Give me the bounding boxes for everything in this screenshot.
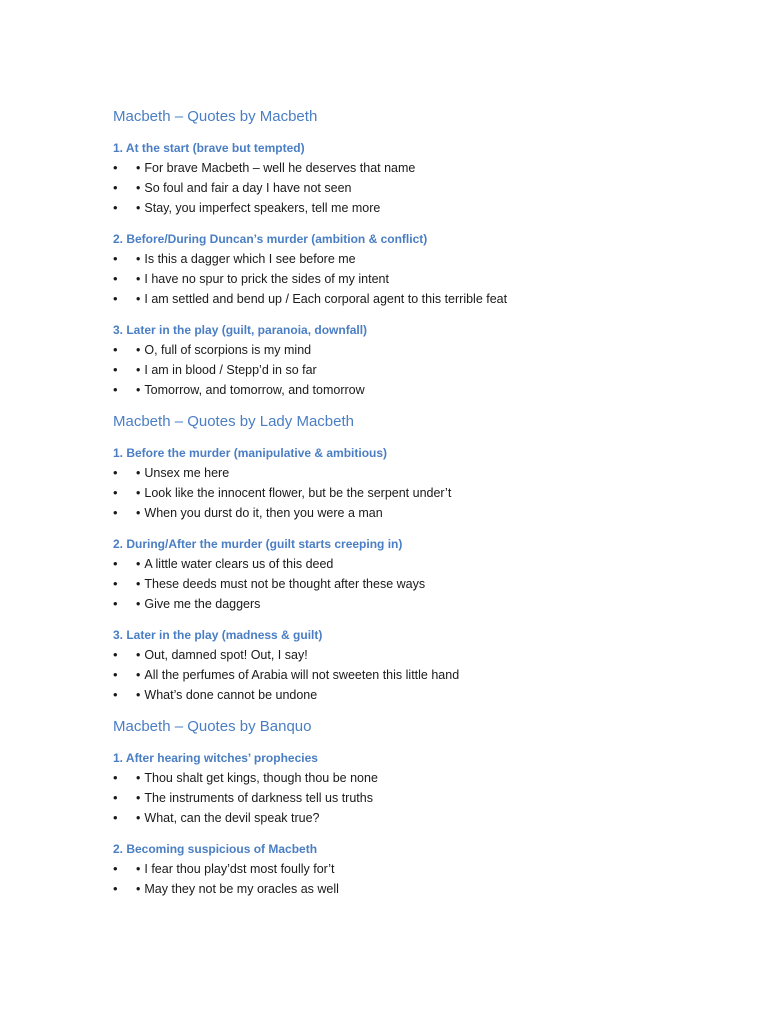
quote-marker: • (136, 811, 141, 825)
quote-item (113, 808, 733, 828)
quote-marker: • (136, 506, 141, 520)
list-bullet-icon: • (113, 667, 118, 682)
list-bullet-icon: • (113, 861, 118, 876)
quote-marker: • (136, 791, 141, 805)
quote-section (113, 410, 733, 705)
quote-item (113, 340, 733, 360)
quote-item (113, 380, 733, 400)
quote-marker: • (136, 668, 141, 682)
document-page (113, 105, 733, 899)
quote-subsection (113, 444, 733, 523)
quote-text: I fear thou play’dst most foully for’t (144, 862, 335, 876)
quote-marker: • (136, 292, 141, 306)
quote-item (113, 665, 733, 685)
quote-item (113, 685, 733, 705)
quote-subsection (113, 321, 733, 400)
quote-text: Tomorrow, and tomorrow, and tomorrow (144, 383, 365, 397)
quote-marker: • (136, 343, 141, 357)
quote-text: Give me the daggers (144, 597, 261, 611)
quote-text: All the perfumes of Arabia will not sweeten this little hand (144, 668, 460, 682)
list-bullet-icon: • (113, 362, 118, 377)
quote-item (113, 158, 733, 178)
quote-item (113, 463, 733, 483)
quote-list (113, 249, 733, 309)
quote-section (113, 715, 733, 899)
list-bullet-icon: • (113, 810, 118, 825)
list-bullet-icon: • (113, 160, 118, 175)
list-bullet-icon: • (113, 596, 118, 611)
quote-text: Unsex me here (144, 466, 230, 480)
quote-marker: • (136, 577, 141, 591)
quote-text: Out, damned spot! Out, I say! (144, 648, 308, 662)
quote-text: What’s done cannot be undone (144, 688, 318, 702)
subsection-heading: 1. Before the murder (manipulative & ambitious) (113, 446, 388, 460)
quote-item (113, 178, 733, 198)
quote-text: O, full of scorpions is my mind (144, 343, 312, 357)
quote-marker: • (136, 252, 141, 266)
quote-marker: • (136, 486, 141, 500)
quote-text: These deeds must not be thought after these ways (144, 577, 426, 591)
list-bullet-icon: • (113, 505, 118, 520)
quote-text: I have no spur to prick the sides of my intent (144, 272, 389, 286)
quote-item (113, 594, 733, 614)
quote-section (113, 105, 733, 400)
quote-item (113, 360, 733, 380)
quote-marker: • (136, 181, 141, 195)
quote-marker: • (136, 597, 141, 611)
quote-text: For brave Macbeth – well he deserves that name (144, 161, 416, 175)
quote-marker: • (136, 201, 141, 215)
list-bullet-icon: • (113, 382, 118, 397)
quote-item (113, 768, 733, 788)
list-bullet-icon: • (113, 200, 118, 215)
quote-item (113, 859, 733, 879)
quote-item (113, 879, 733, 899)
quote-text: Look like the innocent flower, but be the serpent under’t (144, 486, 452, 500)
quote-item (113, 788, 733, 808)
quote-list (113, 859, 733, 899)
quote-text: What, can the devil speak true? (144, 811, 320, 825)
quote-list (113, 768, 733, 828)
quote-text: When you durst do it, then you were a man (144, 506, 383, 520)
subsection-heading: 1. After hearing witches’ prophecies (113, 751, 318, 765)
quote-marker: • (136, 383, 141, 397)
quote-marker: • (136, 688, 141, 702)
list-bullet-icon: • (113, 342, 118, 357)
quote-text: Is this a dagger which I see before me (144, 252, 356, 266)
quote-marker: • (136, 648, 141, 662)
quote-list (113, 645, 733, 705)
quote-text: A little water clears us of this deed (144, 557, 334, 571)
quote-item (113, 503, 733, 523)
list-bullet-icon: • (113, 291, 118, 306)
quote-marker: • (136, 272, 141, 286)
subsection-heading: 2. Before/During Duncan’s murder (ambition & conflict) (113, 232, 428, 246)
quote-subsection (113, 840, 733, 899)
list-bullet-icon: • (113, 271, 118, 286)
quote-text: I am settled and bend up / Each corporal agent to this terrible feat (144, 292, 508, 306)
quote-marker: • (136, 771, 141, 785)
list-bullet-icon: • (113, 790, 118, 805)
list-bullet-icon: • (113, 556, 118, 571)
quote-item (113, 249, 733, 269)
subsection-heading: 2. Becoming suspicious of Macbeth (113, 842, 318, 856)
quote-subsection (113, 626, 733, 705)
quote-list (113, 463, 733, 523)
list-bullet-icon: • (113, 180, 118, 195)
quote-text: May they not be my oracles as well (144, 882, 339, 896)
quote-marker: • (136, 557, 141, 571)
quote-list (113, 158, 733, 218)
quote-item (113, 483, 733, 503)
quote-marker: • (136, 862, 141, 876)
quote-list (113, 554, 733, 614)
quote-item (113, 574, 733, 594)
list-bullet-icon: • (113, 465, 118, 480)
quote-item (113, 645, 733, 665)
list-bullet-icon: • (113, 576, 118, 591)
quote-marker: • (136, 363, 141, 377)
quote-item (113, 554, 733, 574)
quote-text: So foul and fair a day I have not seen (144, 181, 352, 195)
section-title: Macbeth – Quotes by Banquo (113, 718, 312, 735)
list-bullet-icon: • (113, 687, 118, 702)
quote-text: Thou shalt get kings, though thou be none (144, 771, 378, 785)
quote-subsection (113, 139, 733, 218)
subsection-heading: 2. During/After the murder (guilt starts creeping in) (113, 537, 403, 551)
quote-item (113, 269, 733, 289)
quote-text: The instruments of darkness tell us truths (144, 791, 373, 805)
quote-text: Stay, you imperfect speakers, tell me more (144, 201, 381, 215)
section-title: Macbeth – Quotes by Lady Macbeth (113, 413, 354, 430)
subsection-heading: 1. At the start (brave but tempted) (113, 141, 305, 155)
quote-text: I am in blood / Stepp’d in so far (144, 363, 317, 377)
section-title: Macbeth – Quotes by Macbeth (113, 108, 318, 125)
quote-subsection (113, 230, 733, 309)
list-bullet-icon: • (113, 251, 118, 266)
quote-subsection (113, 535, 733, 614)
list-bullet-icon: • (113, 647, 118, 662)
list-bullet-icon: • (113, 881, 118, 896)
list-bullet-icon: • (113, 485, 118, 500)
quote-subsection (113, 749, 733, 828)
quote-marker: • (136, 466, 141, 480)
quote-item (113, 198, 733, 218)
subsection-heading: 3. Later in the play (madness & guilt) (113, 628, 323, 642)
subsection-heading: 3. Later in the play (guilt, paranoia, downfall) (113, 323, 368, 337)
quote-marker: • (136, 882, 141, 896)
list-bullet-icon: • (113, 770, 118, 785)
quote-marker: • (136, 161, 141, 175)
quote-list (113, 340, 733, 400)
quote-item (113, 289, 733, 309)
